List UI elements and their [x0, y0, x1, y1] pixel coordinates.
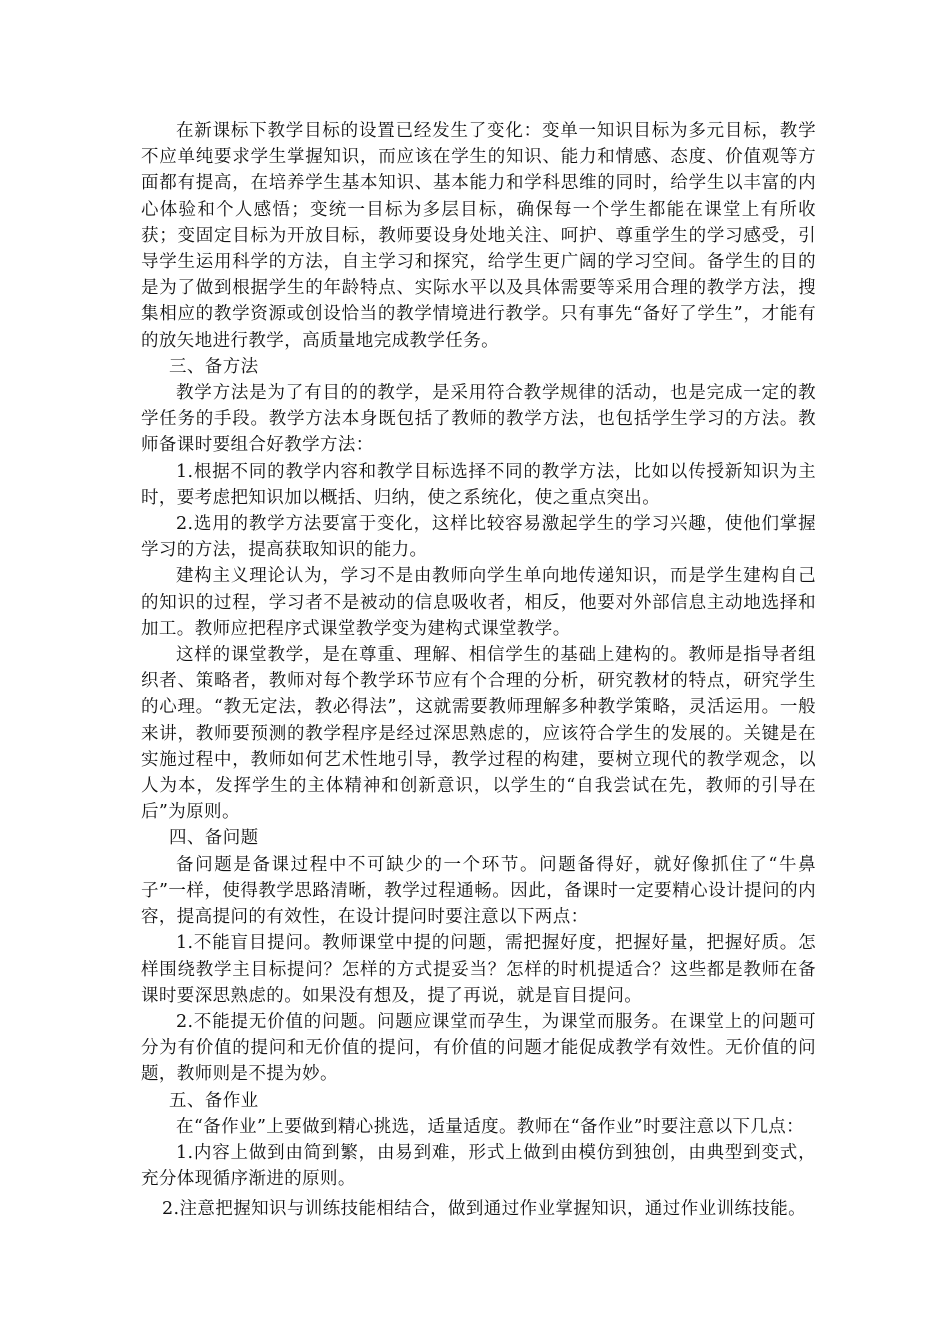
paragraph-homework-item-1: 1.内容上做到由简到繁，由易到难，形式上做到由模仿到独创，由典型到变式，充分体现循序渐进的原则。: [141, 1142, 816, 1190]
paragraph-homework-item-2: 2.注意把握知识与训练技能相结合，做到通过作业掌握知识，通过作业训练技能。: [162, 1199, 806, 1220]
paragraph-methods-item-2: 2.选用的教学方法要富于变化，这样比较容易激起学生的学习兴趣，使他们掌握学习的方法，提高获取知识的能力。: [141, 514, 816, 561]
paragraph-constructivism: 建构主义理论认为，学习不是由教师向学生单向地传递知识，而是学生建构自己的知识的过程，学习者不是被动的信息吸收者，相反，他要对外部信息主动地选择和加工。教师应把程序式课堂教学变为建构式课堂教学。: [141, 566, 816, 639]
paragraph-homework-intro: 在“备作业”上要做到精心挑选，适量适度。教师在“备作业”时要注意以下几点：: [176, 1116, 805, 1137]
paragraph-questions-intro: 备问题是备课过程中不可缺少的一个环节。问题备得好，就好像抓住了“牛鼻子”一样，使得教学思路清晰，教学过程通畅。因此，备课时一定要精心设计提问的内容，提高提问的有效性，在设计提问时要注意以下两点：: [141, 854, 816, 928]
paragraph-student-goals: 在新课标下教学目标的设置已经发生了变化：变单一知识目标为多元目标，教学不应单纯要求学生掌握知识，而应该在学生的知识、能力和情感、态度、价值观等方面都有提高，在培养学生基本知识、基本能力和学科思维的同时，给学生以丰富的内心体验和个人感悟；变统一目标为多层目标，确保每一个学生都能在课堂上有所收获；变固定目标为开放目标，教师要设身处地关注、呵护、尊重学生的学习感受，引导学生运用科学的方法，自主学习和探究，给学生更广阔的学习空间。备学生的目的是为了做到根据学生的年龄特点、实际水平以及具体需要等采用合理的教学方法，搜集相应的教学资源或创设恰当的教学情境进行教学。只有事先“备好了学生”，才能有的放矢地进行教学，高质量地完成教学任务。: [141, 121, 816, 351]
paragraph-classroom-teaching: 这样的课堂教学，是在尊重、理解、相信学生的基础上建构的。教师是指导者组织者、策略者，教师对每个教学环节应有个合理的分析，研究教材的特点，研究学生的心理。“教无定法，教必得法”，这就需要教师理解多种教学策略，灵活运用。一般来讲，教师要预测的教学程序是经过深思熟虑的，应该符合学生的发展的。关键是在实施过程中，教师如何艺术性地引导，教学过程的构建，要树立现代的教学观念，以人为本，发挥学生的主体精神和创新意识，以学生的“自我尝试在先，教师的引导在后”为原则。: [141, 645, 816, 823]
heading-questions: 四、备问题: [169, 828, 259, 849]
heading-homework: 五、备作业: [169, 1090, 259, 1111]
paragraph-methods-item-1: 1.根据不同的教学内容和教学目标选择不同的教学方法，比如以传授新知识为主时，要考虑把知识加以概括、归纳，使之系统化，使之重点突出。: [141, 461, 816, 508]
paragraph-questions-item-1: 1.不能盲目提问。教师课堂中提的问题，需把握好度，把握好量，把握好质。怎样围绕教学主目标提问？怎样的方式提妥当？怎样的时机提适合？这些都是教师在备课时要深思熟虑的。如果没有想及，提了再说，就是盲目提问。: [141, 933, 816, 1006]
paragraph-methods-intro: 教学方法是为了有目的的教学，是采用符合教学规律的活动，也是完成一定的教学任务的手段。教学方法本身既包括了教师的教学方法，也包括学生学习的方法。教师备课时要组合好教学方法：: [141, 383, 816, 456]
heading-methods: 三、备方法: [169, 356, 259, 377]
document-page: [141, 118, 816, 1223]
paragraph-questions-item-2: 2.不能提无价值的问题。问题应课堂而孕生，为课堂而服务。在课堂上的问题可分为有价值的提问和无价值的提问，有价值的问题才能促成教学有效性。无价值的问题，教师则是不提为妙。: [141, 1011, 816, 1085]
